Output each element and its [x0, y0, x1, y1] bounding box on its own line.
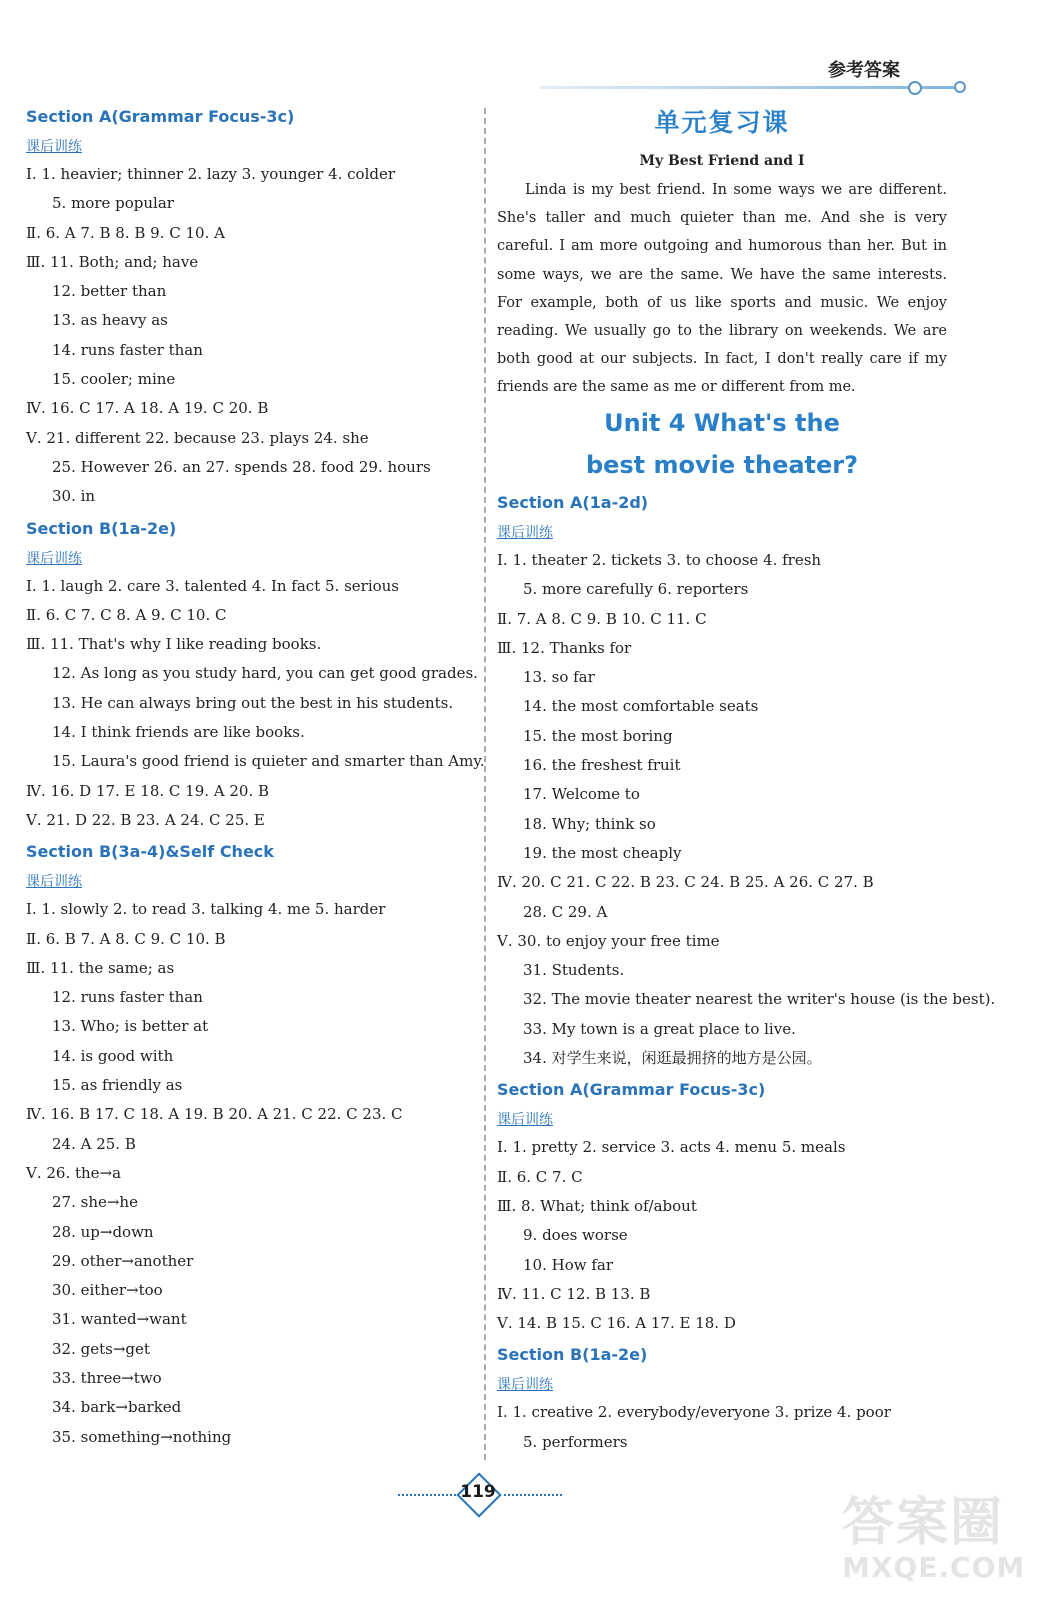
answer-line: 14. the most comfortable seats — [523, 697, 759, 716]
answer-line: Ⅰ. 1. heavier; thinner 2. lazy 3. younger 4. colder — [26, 165, 396, 183]
answer-line: 13. He can always bring out the best in his students. — [52, 693, 454, 712]
answer-list — [26, 572, 485, 836]
article-title: My Best Friend and I — [639, 153, 805, 169]
answer-line: 30. in — [52, 487, 96, 506]
answer-line: 12. runs faster than — [52, 988, 203, 1007]
answer-line: Ⅱ. 6. C 7. C — [497, 1167, 583, 1186]
answer-list — [497, 546, 996, 1073]
header-title: 参考答案 — [828, 60, 900, 81]
answer-line: 13. as heavy as — [52, 311, 168, 330]
section-heading: Section B(3a-4)&Self Check — [26, 842, 274, 862]
answer-line: 33. three→two — [52, 1368, 162, 1387]
section-heading: Section B(1a-2e) — [26, 518, 177, 538]
answer-line: 35. something→nothing — [52, 1427, 232, 1446]
answer-line: 16. the freshest fruit — [523, 756, 681, 775]
answer-line: Ⅴ. 26. the→a — [26, 1163, 122, 1182]
answer-line: 10. How far — [523, 1255, 614, 1274]
answer-line: Ⅳ. 20. C 21. C 22. B 23. C 24. B 25. A 26. C 27. B — [497, 873, 874, 892]
answer-line: 29. other→another — [52, 1251, 194, 1270]
answer-line: Ⅲ. 12. Thanks for — [497, 638, 632, 657]
answer-line: Ⅱ. 6. B 7. A 8. C 9. C 10. B — [26, 929, 226, 948]
answer-line: Ⅳ. 16. B 17. C 18. A 19. B 20. A 21. C 22. C 23. C — [26, 1105, 403, 1124]
answer-line: 15. cooler; mine — [52, 370, 176, 389]
page-number-text: 119 — [460, 1482, 496, 1502]
right-column — [497, 100, 996, 1457]
answer-line: Ⅴ. 21. D 22. B 23. A 24. C 25. E — [26, 810, 265, 829]
answer-list — [26, 895, 471, 1452]
section-subheading: 课后训练 — [26, 550, 82, 567]
answer-line: 25. However 26. an 27. spends 28. food 29. hours — [52, 457, 431, 476]
answer-line: 28. C 29. A — [523, 902, 608, 921]
answer-line: Ⅴ. 30. to enjoy your free time — [497, 931, 720, 950]
answer-line: Ⅲ. 11. the same; as — [26, 958, 175, 977]
answer-line: Ⅴ. 14. B 15. C 16. A 17. E 18. D — [497, 1314, 736, 1333]
answer-line: 34. 对学生来说，闲逛最拥挤的地方是公园。 — [523, 1049, 822, 1068]
unit-title-line: best movie theater? — [585, 451, 859, 479]
answer-line: Ⅳ. 16. C 17. A 18. A 19. C 20. B — [26, 399, 269, 418]
answer-line: Ⅱ. 7. A 8. C 9. B 10. C 11. C — [497, 609, 707, 628]
header-ornament-dot — [954, 81, 966, 93]
watermark-logo — [842, 1480, 1026, 1590]
answer-line: Ⅰ. 1. slowly 2. to read 3. talking 4. me 5. harder — [26, 900, 386, 919]
unit-title — [497, 402, 947, 486]
answer-line: 19. the most cheaply — [523, 843, 682, 862]
left-column — [26, 100, 485, 1452]
answer-line: 32. gets→get — [52, 1339, 150, 1358]
answer-line: 24. A 25. B — [52, 1134, 136, 1153]
answer-line: 12. better than — [52, 282, 167, 301]
answer-line: 13. so far — [523, 668, 595, 687]
answer-line: Ⅰ. 1. theater 2. tickets 3. to choose 4. fresh — [497, 551, 822, 569]
section-heading: Section A(Grammar Focus-3c) — [497, 1080, 766, 1100]
section-heading: Section A(Grammar Focus-3c) — [26, 107, 295, 126]
unit-title-line: Unit 4 What's the — [604, 409, 840, 437]
answer-line: 14. is good with — [52, 1046, 174, 1065]
answer-line: Ⅰ. 1. laugh 2. care 3. talented 4. In fact 5. serious — [26, 576, 400, 595]
answer-line: 32. The movie theater nearest the writer's house (is the best). — [523, 990, 996, 1009]
section-subheading: 课后训练 — [497, 1112, 553, 1129]
answer-line: 15. Laura's good friend is quieter and smarter than Amy. — [52, 752, 485, 771]
answer-line: Ⅲ. 11. That's why I like reading books. — [26, 635, 322, 654]
answer-line: Ⅱ. 6. A 7. B 8. B 9. C 10. A — [26, 223, 225, 242]
answer-line: 5. performers — [523, 1432, 628, 1451]
section-heading: Section B(1a-2e) — [497, 1345, 648, 1365]
page-number — [458, 1474, 498, 1514]
answer-line: 5. more carefully 6. reporters — [523, 580, 749, 599]
answer-line: 30. either→too — [52, 1281, 163, 1300]
answer-list — [497, 1133, 947, 1338]
answer-line: Ⅲ. 11. Both; and; have — [26, 252, 199, 271]
answer-line: 28. up→down — [52, 1222, 154, 1241]
answer-list — [26, 160, 471, 512]
answer-line: 9. does worse — [523, 1226, 628, 1245]
page-number-ornament — [398, 1494, 456, 1496]
answer-line: 34. bark→barked — [52, 1398, 182, 1417]
watermark-text: 答案圈 — [842, 1493, 1005, 1553]
section-subheading: 课后训练 — [26, 139, 82, 155]
answer-line: 33. My town is a great place to live. — [523, 1019, 796, 1038]
answer-line: Ⅳ. 16. D 17. E 18. C 19. A 20. B — [26, 781, 270, 800]
page-number-block — [398, 1472, 562, 1518]
section-heading: Section A(1a-2d) — [497, 493, 649, 512]
watermark-url: MXQE.COM — [842, 1551, 1026, 1584]
answer-line: 31. Students. — [523, 961, 625, 980]
answer-line: 17. Welcome to — [523, 785, 640, 804]
section-subheading: 课后训练 — [26, 874, 82, 891]
answer-line: Ⅱ. 6. C 7. C 8. A 9. C 10. C — [26, 605, 227, 624]
answer-line: Ⅰ. 1. pretty 2. service 3. acts 4. menu 5. meals — [497, 1138, 846, 1157]
answer-line: 13. Who; is better at — [52, 1017, 209, 1036]
header-rule — [540, 86, 960, 89]
answer-line: 14. runs faster than — [52, 340, 203, 359]
section-subheading: 课后训练 — [497, 525, 553, 541]
answer-line: Ⅲ. 8. What; think of/about — [497, 1196, 697, 1215]
answer-line: 18. Why; think so — [523, 814, 656, 833]
answer-line: Ⅳ. 11. C 12. B 13. B — [497, 1284, 651, 1303]
article-paragraph: Linda is my best friend. In some ways we are different. She's taller and much quieter than me. And she is very careful. I am more outgoing and humorous than her. But in some ways, we are the same. We have the same interests. For example, both of us like sports and music. We enjoy reading. We usually go to the library on weekends. We are both good at our subjects. In fact, I don't really care if my friends are the same as me or different from me. — [497, 182, 947, 396]
column-divider — [484, 108, 486, 1460]
answer-line: 15. the most boring — [523, 726, 673, 745]
answer-line: 12. As long as you study hard, you can get good grades. — [52, 664, 478, 683]
answer-list — [497, 1398, 947, 1457]
header-ornament-dot — [908, 81, 922, 95]
answer-line: 5. more popular — [52, 194, 174, 213]
answer-line: 27. she→he — [52, 1193, 138, 1212]
unit-review-title: 单元复习课 — [654, 108, 790, 137]
answer-line: Ⅴ. 21. different 22. because 23. plays 24. she — [26, 428, 369, 447]
answer-line: 31. wanted→want — [52, 1310, 187, 1329]
answer-line: Ⅰ. 1. creative 2. everybody/everyone 3. prize 4. poor — [497, 1403, 891, 1422]
section-subheading: 课后训练 — [497, 1377, 553, 1394]
answer-line: 14. I think friends are like books. — [52, 723, 305, 742]
page-number-ornament — [504, 1494, 562, 1496]
answer-line: 15. as friendly as — [52, 1076, 183, 1095]
